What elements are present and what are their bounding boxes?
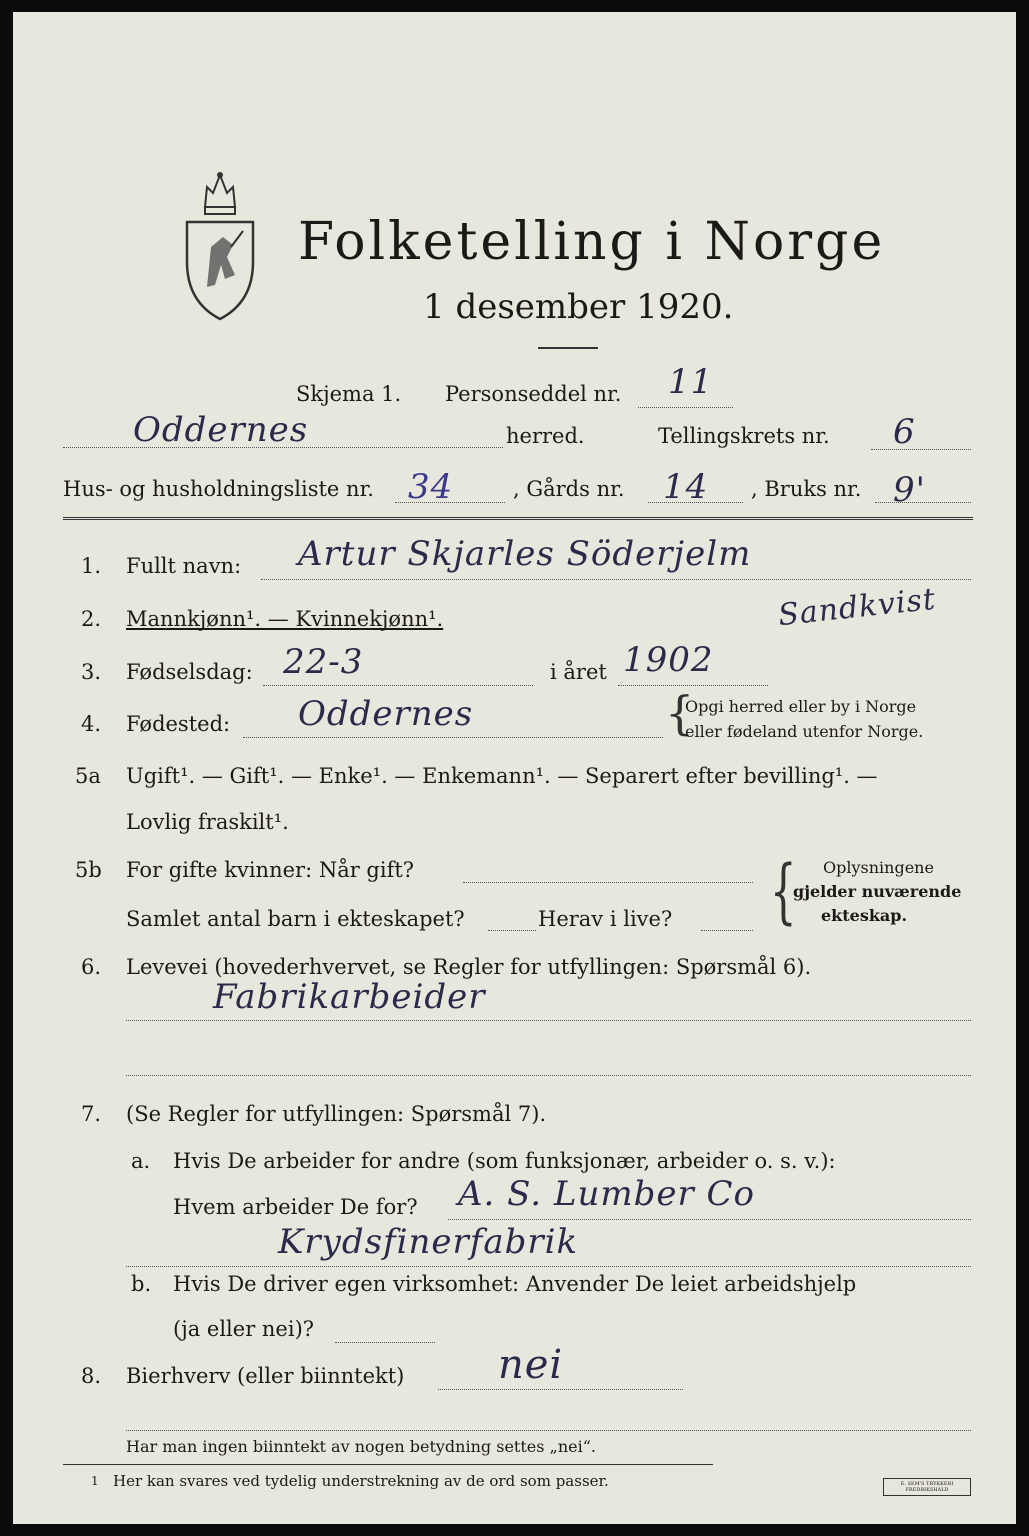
q7-label: (Se Regler for utfyllingen: Spørsmål 7).	[126, 1102, 547, 1126]
q7-number: 7.	[81, 1102, 102, 1126]
q4-number: 4.	[81, 712, 102, 736]
q4-brace: {	[665, 686, 695, 740]
q5b-line-2a: Samlet antal barn i ekteskapet?	[126, 907, 465, 931]
q3-year-value[interactable]: 1902	[623, 640, 714, 680]
q6-line-1	[126, 1020, 971, 1021]
q4-value[interactable]: Oddernes	[298, 694, 474, 734]
q3-year-label: i året	[550, 660, 607, 684]
q7a-number: a.	[131, 1149, 151, 1173]
skjema-label: Skjema 1.	[296, 382, 402, 406]
q5b-number: 5b	[75, 858, 102, 882]
q5a-line-1: Ugift¹. — Gift¹. — Enke¹. — Enkemann¹. — Separert efter bevilling¹. —	[126, 764, 878, 788]
hus-value[interactable]: 34	[408, 467, 454, 507]
personseddel-value[interactable]: 11	[668, 362, 714, 402]
q8-label: Bierhverv (eller biinntekt)	[126, 1364, 405, 1388]
tellingskrets-value[interactable]: 6	[893, 412, 916, 452]
gards-value[interactable]: 14	[663, 467, 709, 507]
footer-divider	[63, 1464, 713, 1465]
q8-line-2	[126, 1430, 971, 1431]
q2-label: Mannkjønn¹. — Kvinnekjønn¹.	[126, 607, 444, 631]
personseddel-label: Personseddel nr.	[445, 382, 622, 406]
herred-label: herred.	[506, 424, 585, 448]
tellingskrets-line	[871, 449, 971, 450]
q3-value[interactable]: 22-3	[283, 642, 364, 682]
footer-note: Har man ingen biinntekt av nogen betydning settes „nei“.	[126, 1437, 596, 1456]
q7a-line-3	[126, 1266, 971, 1267]
q6-value[interactable]: Fabrikarbeider	[213, 977, 486, 1017]
q8-line	[438, 1389, 683, 1390]
q5b-note-1: Oplysningene	[823, 858, 934, 877]
q1-extra-value[interactable]: Sandkvist	[776, 581, 938, 634]
q7a-value-1[interactable]: A. S. Lumber Co	[458, 1174, 756, 1214]
q5b-line-2a-fill	[488, 930, 536, 931]
hus-label: Hus- og husholdningsliste nr.	[63, 477, 374, 501]
census-form-page	[13, 12, 1016, 1524]
form-title: Folketelling i Norge	[298, 212, 886, 272]
coat-of-arms-icon	[181, 167, 259, 327]
q4-note-2: eller fødeland utenfor Norge.	[685, 722, 924, 741]
personseddel-line	[638, 407, 733, 408]
q5b-line-1: For gifte kvinner: Når gift?	[126, 858, 415, 882]
q1-value[interactable]: Artur Skjarles Söderjelm	[298, 534, 752, 574]
bruks-value[interactable]: 9'	[893, 470, 926, 510]
q7a-line-2-fill	[448, 1219, 971, 1220]
q5a-number: 5a	[75, 764, 101, 788]
q4-note-1: Opgi herred eller by i Norge	[685, 697, 917, 716]
q5b-note-2: gjelder nuværende	[793, 882, 962, 901]
q1-number: 1.	[81, 554, 102, 578]
q7b-number: b.	[131, 1272, 152, 1296]
printer-stamp: E. SEM'S TRYKKERI FREDRIKSHALD	[883, 1478, 971, 1496]
tellingskrets-label: Tellingskrets nr.	[658, 424, 830, 448]
q5b-brace: {	[769, 850, 797, 932]
q5b-note-3: ekteskap.	[821, 906, 908, 925]
q4-line	[243, 737, 663, 738]
q1-label: Fullt navn:	[126, 554, 242, 578]
q8-number: 8.	[81, 1364, 102, 1388]
form-date: 1 desember 1920.	[423, 287, 734, 327]
q3-label: Fødselsdag:	[126, 660, 253, 684]
q3-number: 3.	[81, 660, 102, 684]
q7a-line-1: Hvis De arbeider for andre (som funksjonær, arbeider o. s. v.):	[173, 1149, 836, 1173]
q4-label: Fødested:	[126, 712, 231, 736]
q1-line	[261, 579, 971, 580]
q7b-line-2-fill	[335, 1342, 435, 1343]
q7b-line-1: Hvis De driver egen virksomhet: Anvender De leiet arbeidshjelp	[173, 1272, 857, 1296]
footnote-text: Her kan svares ved tydelig understrekning av de ord som passer.	[113, 1472, 609, 1490]
bruks-label: , Bruks nr.	[751, 477, 862, 501]
q5b-line-2b-fill	[701, 930, 753, 931]
gards-label: , Gårds nr.	[513, 477, 625, 501]
q8-value[interactable]: nei	[498, 1342, 564, 1388]
herred-value[interactable]: Oddernes	[133, 410, 309, 450]
q7a-value-2[interactable]: Krydsfinerfabrik	[278, 1222, 579, 1262]
footnote-number: 1	[91, 1474, 99, 1488]
q3-line	[263, 685, 533, 686]
q6-label: Levevei (hovederhvervet, se Regler for utfyllingen: Spørsmål 6).	[126, 955, 812, 979]
q7a-line-2: Hvem arbeider De for?	[173, 1195, 418, 1219]
title-divider	[538, 347, 598, 349]
q5b-line-1-fill	[463, 882, 753, 883]
q5b-line-2b: Herav i live?	[538, 907, 673, 931]
q7b-line-2: (ja eller nei)?	[173, 1317, 315, 1341]
header-divider	[63, 517, 973, 520]
q2-number: 2.	[81, 607, 102, 631]
q6-number: 6.	[81, 955, 102, 979]
q5a-line-2: Lovlig fraskilt¹.	[126, 810, 289, 834]
q6-line-2	[126, 1075, 971, 1076]
